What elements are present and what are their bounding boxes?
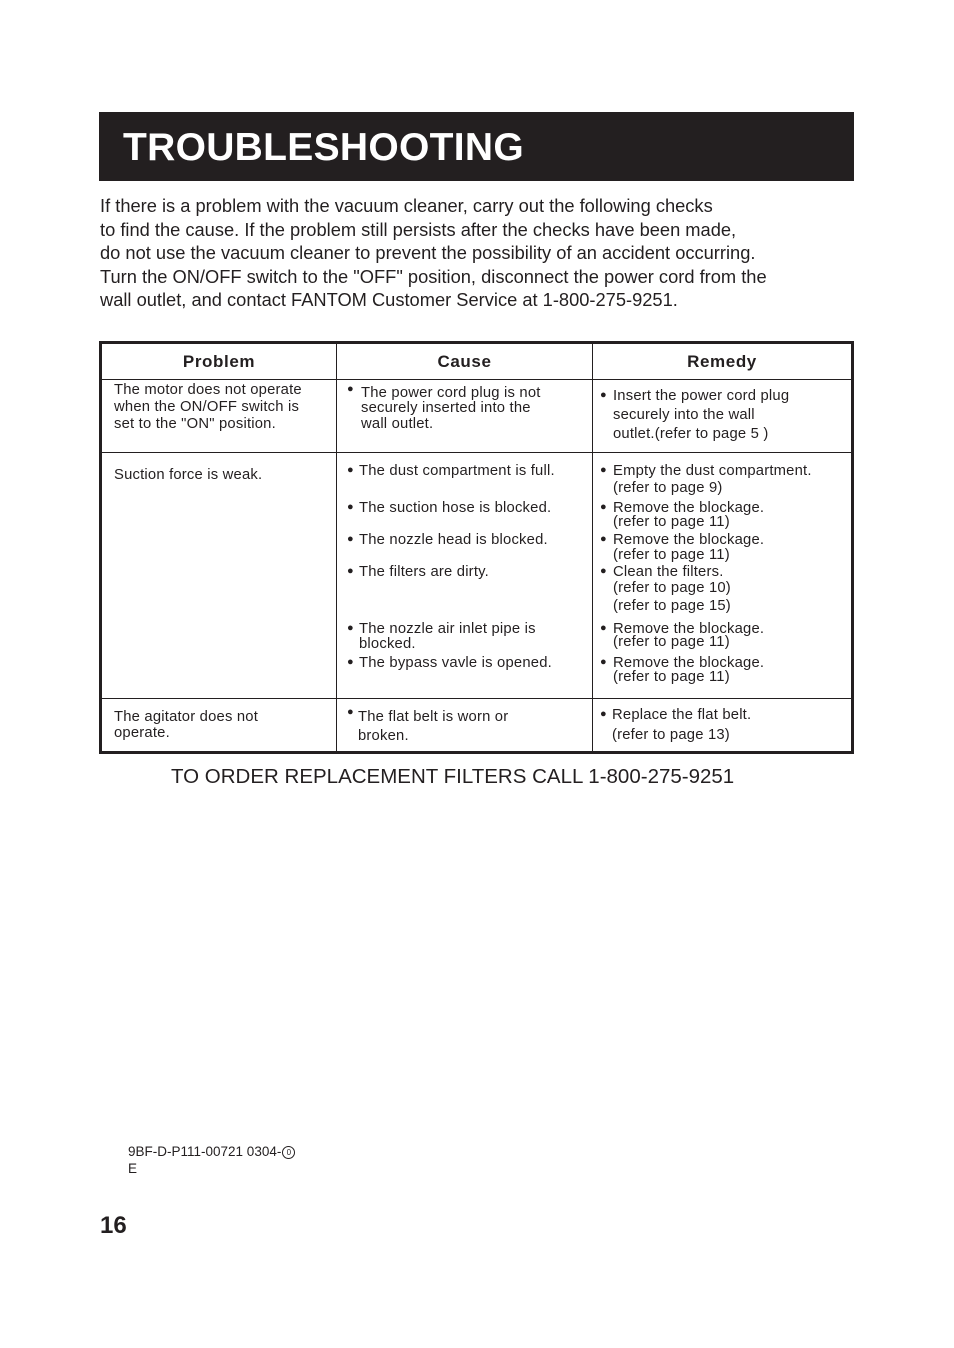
intro-line: If there is a problem with the vacuum cleaner, carry out the following checks xyxy=(100,195,713,216)
cause-text: The flat belt is worn or xyxy=(358,709,509,725)
problem-cell xyxy=(101,380,337,453)
title-banner xyxy=(99,112,854,181)
remedy-text: securely into the wall xyxy=(613,407,755,423)
cause-cell xyxy=(337,453,593,699)
cause-text: The bypass vavle is opened. xyxy=(359,655,552,671)
remedy-text: (refer to page 13) xyxy=(612,727,730,743)
problem-text: The agitator does not xyxy=(114,709,259,725)
cause-text: The suction hose is blocked. xyxy=(359,500,552,516)
intro-line: to find the cause. If the problem still persists after the checks have been made, xyxy=(100,218,737,240)
bullet-icon: ● xyxy=(600,708,607,720)
cause-text: broken. xyxy=(358,728,409,744)
intro-line: Turn the ON/OFF switch to the "OFF" position, disconnect the power cord from the xyxy=(100,265,767,287)
cause-text: wall outlet. xyxy=(361,416,434,432)
cause-text: securely inserted into the xyxy=(361,400,531,416)
bullet-icon: ● xyxy=(347,656,354,668)
intro-line: do not use the vacuum cleaner to prevent the possibility of an accident occurring. xyxy=(100,242,756,264)
remedy-text: Insert the power cord plug xyxy=(613,388,790,404)
bullet-icon: ● xyxy=(600,389,607,401)
remedy-text: (refer to page 11) xyxy=(613,669,730,685)
bullet-icon: ● xyxy=(600,622,607,634)
bullet-icon: ● xyxy=(347,383,354,395)
remedy-text: outlet.(refer to page 5 ) xyxy=(613,426,769,442)
problem-text: set to the "ON" position. xyxy=(114,416,276,432)
bullet-icon: ● xyxy=(600,533,607,545)
remedy-text: (refer to page 15) xyxy=(613,598,731,614)
bullet-icon: ● xyxy=(600,464,607,476)
cause-text: blocked. xyxy=(359,636,416,652)
table-header-row xyxy=(101,343,853,380)
circled-revision-mark: 0 xyxy=(282,1146,295,1159)
bullet-icon: ● xyxy=(347,706,354,718)
intro-line: wall outlet, and contact FANTOM Customer Service at 1-800-275-9251. xyxy=(100,289,678,311)
remedy-text: Remove the blockage. xyxy=(613,532,765,548)
problem-cell xyxy=(101,699,337,753)
cause-cell xyxy=(337,699,593,753)
bullet-icon: ● xyxy=(347,565,354,577)
cause-text: The dust compartment is full. xyxy=(359,463,555,479)
cause-text: The nozzle air inlet pipe is xyxy=(359,621,536,637)
problem-text: operate. xyxy=(114,725,170,741)
remedy-text: (refer to page 11) xyxy=(613,547,730,563)
remedy-text: Clean the filters. xyxy=(613,564,724,580)
column-header-cause: Cause xyxy=(337,343,593,380)
remedy-cell xyxy=(593,453,853,699)
cause-text: The power cord plug is not xyxy=(361,385,541,401)
bullet-icon: ● xyxy=(347,533,354,545)
column-header-problem: Problem xyxy=(101,343,337,380)
page-number: 16 xyxy=(100,1212,127,1239)
cause-text: The nozzle head is blocked. xyxy=(359,532,548,548)
bullet-icon: ● xyxy=(600,565,607,577)
bullet-icon: ● xyxy=(347,501,354,513)
table-row xyxy=(101,453,853,699)
document-code xyxy=(128,1143,295,1177)
remedy-text: Remove the blockage. xyxy=(613,655,765,671)
table-row xyxy=(101,380,853,453)
remedy-text: Replace the flat belt. xyxy=(612,707,752,723)
troubleshooting-table xyxy=(99,341,854,754)
remedy-text: Empty the dust compartment. xyxy=(613,463,812,479)
remedy-cell xyxy=(593,699,853,753)
remedy-text: Remove the blockage. xyxy=(613,621,765,637)
document-code-language: E xyxy=(128,1161,138,1176)
problem-text: Suction force is weak. xyxy=(114,467,263,483)
bullet-icon: ● xyxy=(347,622,354,634)
remedy-text: Remove the blockage. xyxy=(613,500,765,516)
table-row xyxy=(101,699,853,753)
remedy-text: (refer to page 11) xyxy=(613,634,730,650)
document-code-text: 9BF-D-P111-00721 0304- xyxy=(128,1144,282,1159)
problem-text: The motor does not operate xyxy=(114,382,302,398)
intro-paragraph xyxy=(100,194,860,312)
problem-cell xyxy=(101,453,337,699)
remedy-text: (refer to page 11) xyxy=(613,514,730,530)
bullet-icon: ● xyxy=(600,501,607,513)
remedy-cell xyxy=(593,380,853,453)
column-header-remedy: Remedy xyxy=(593,343,853,380)
bullet-icon: ● xyxy=(600,656,607,668)
remedy-text: (refer to page 9) xyxy=(613,480,723,496)
order-filters-notice: TO ORDER REPLACEMENT FILTERS CALL 1-800-275-9251 xyxy=(171,765,735,788)
cause-cell xyxy=(337,380,593,453)
bullet-icon: ● xyxy=(347,464,354,476)
page-title: TROUBLESHOOTING xyxy=(123,126,524,169)
remedy-text: (refer to page 10) xyxy=(613,580,731,596)
cause-text: The filters are dirty. xyxy=(359,564,489,580)
problem-text: when the ON/OFF switch is xyxy=(114,399,300,415)
